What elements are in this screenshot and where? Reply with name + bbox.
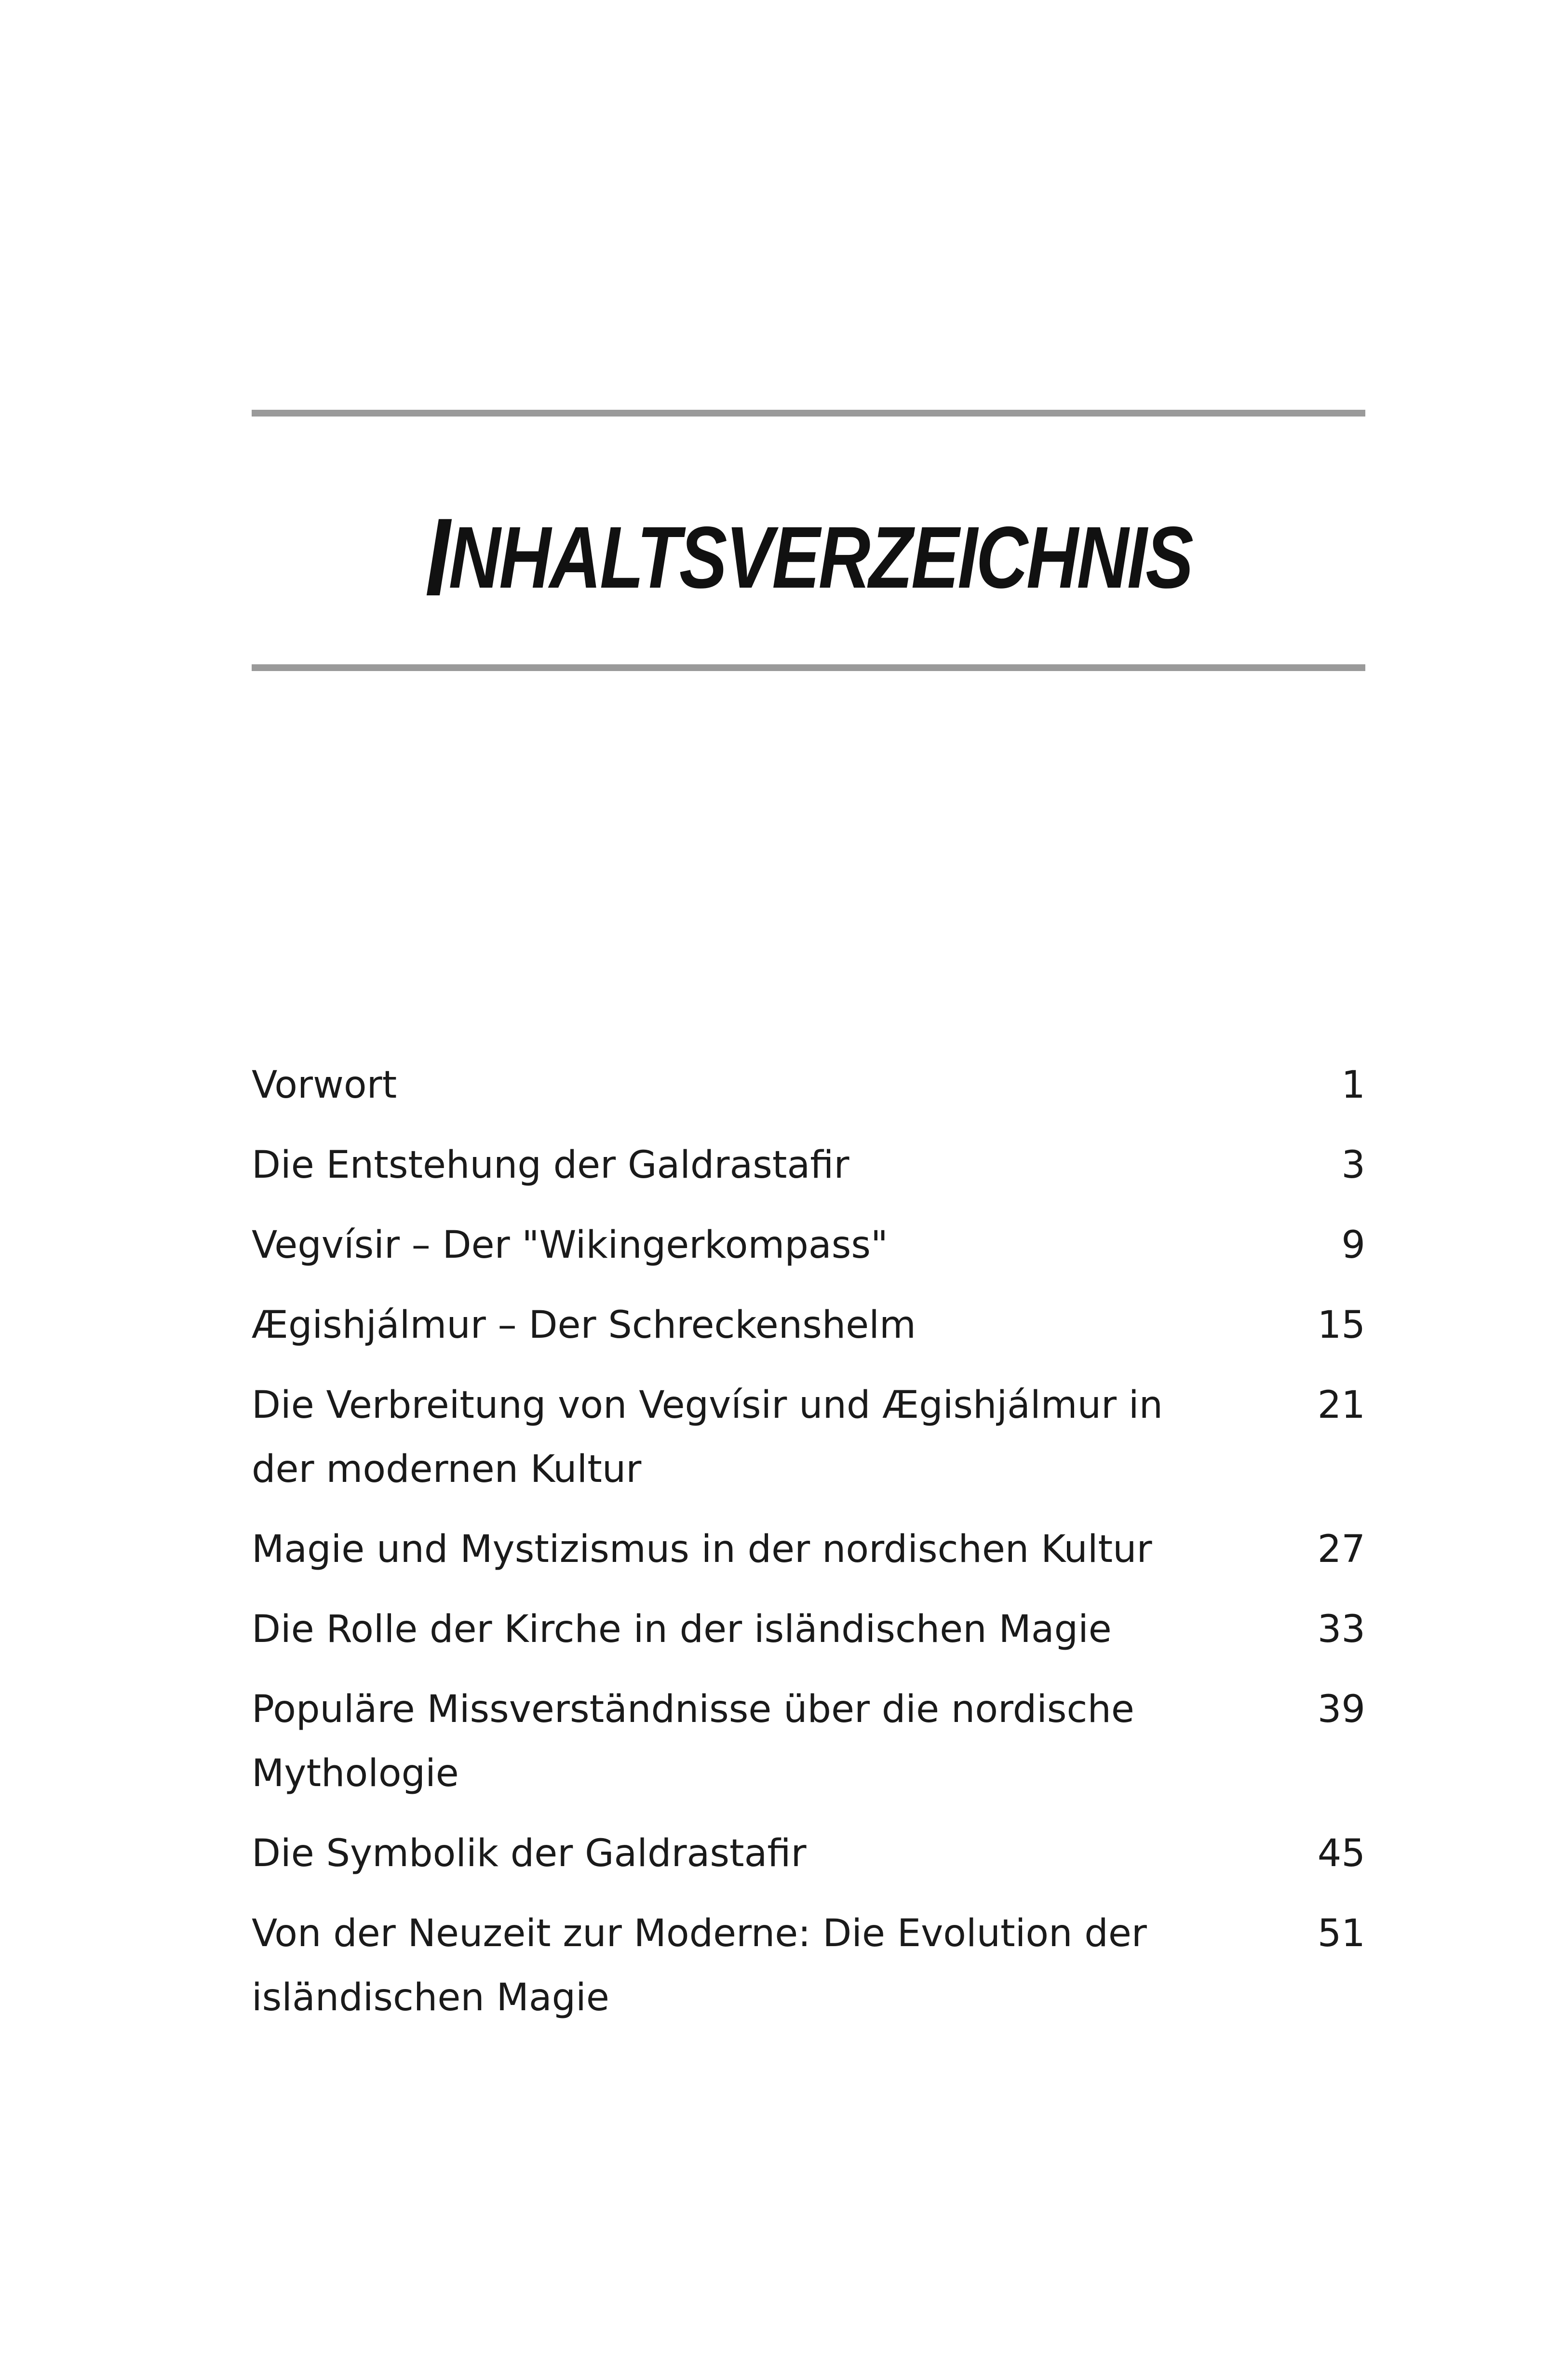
toc-entry[interactable] xyxy=(252,1133,1365,1197)
page-title-rest: NHALTSVERZEICHNIS xyxy=(448,508,1192,607)
toc-entry[interactable] xyxy=(252,1053,1365,1117)
page-title xyxy=(352,497,1265,618)
toc-entry-label: Die Rolle der Kirche in der isländischen Magie xyxy=(252,1608,1112,1651)
toc-entry-page: 9 xyxy=(1341,1224,1365,1267)
title-rule-top xyxy=(252,410,1365,417)
toc-entry-label: Die Verbreitung von Vegvísir und Ægishjálmur in der modernen Kultur xyxy=(252,1384,1163,1491)
toc-entry[interactable] xyxy=(252,1902,1365,2030)
toc-entry-page: 21 xyxy=(1317,1384,1365,1427)
toc-entry-label: Magie und Mystizismus in der nordischen Kultur xyxy=(252,1528,1152,1571)
toc-entry-page: 39 xyxy=(1317,1688,1365,1731)
toc-entry-label: Populäre Missverständnisse über die nordische Mythologie xyxy=(252,1688,1134,1795)
toc-entry-page: 45 xyxy=(1317,1832,1365,1875)
toc-entry-page: 51 xyxy=(1317,1912,1365,1955)
toc-entry[interactable] xyxy=(252,1822,1365,1886)
toc-entry-label: Vorwort xyxy=(252,1063,397,1107)
toc-entry-label: Von der Neuzeit zur Moderne: Die Evolution der isländischen Magie xyxy=(252,1912,1147,2019)
toc-entry-label: Die Symbolik der Galdrastafir xyxy=(252,1832,807,1875)
toc-entry[interactable] xyxy=(252,1213,1365,1277)
page-title-initial: I xyxy=(425,495,449,619)
toc-entry[interactable] xyxy=(252,1598,1365,1662)
toc-entry-page: 1 xyxy=(1341,1063,1365,1107)
toc-entry-page: 3 xyxy=(1341,1143,1365,1187)
toc-entry-label: Vegvísir – Der "Wikingerkompass" xyxy=(252,1224,888,1267)
toc-entry-page: 27 xyxy=(1317,1528,1365,1571)
title-rule-bottom xyxy=(252,664,1365,671)
toc-entry[interactable] xyxy=(252,1373,1365,1502)
toc-entry-page: 33 xyxy=(1317,1608,1365,1651)
toc-entry[interactable] xyxy=(252,1518,1365,1582)
toc-entry-label: Die Entstehung der Galdrastafir xyxy=(252,1143,849,1187)
toc-entry-label: Ægishjálmur – Der Schreckenshelm xyxy=(252,1304,916,1347)
toc-entry[interactable] xyxy=(252,1293,1365,1358)
toc-entry-page: 15 xyxy=(1317,1304,1365,1347)
table-of-contents xyxy=(252,1053,1365,2046)
toc-entry[interactable] xyxy=(252,1678,1365,1806)
